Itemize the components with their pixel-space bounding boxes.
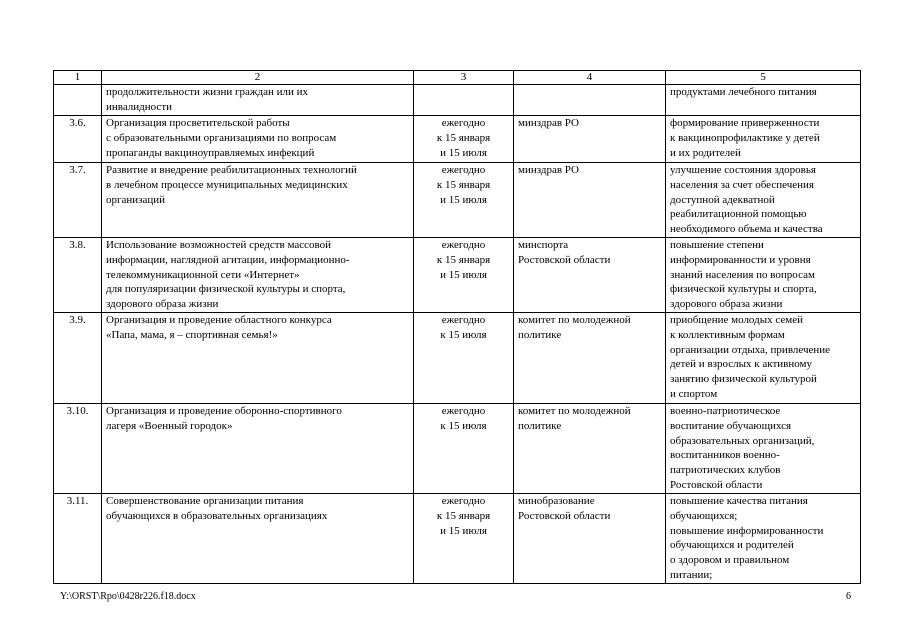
cell-deadline (414, 85, 514, 116)
cell-number (54, 85, 102, 116)
cell-activity: Организация и проведение областного конкурса «Папа, мама, я – спортивная семья!» (102, 313, 414, 404)
header-col-5: 5 (666, 71, 861, 85)
cell-deadline: ежегодно к 15 января и 15 июля (414, 494, 514, 584)
page-number: 6 (846, 591, 851, 602)
header-col-4: 4 (514, 71, 666, 85)
table-header-row (54, 71, 861, 85)
cell-deadline: ежегодно к 15 июля (414, 313, 514, 404)
footer-file-path: Y:\ORST\Rpo\0428r226.f18.docx (60, 591, 196, 602)
cell-number: 3.9. (54, 313, 102, 404)
cell-executor: минздрав РО (514, 163, 666, 238)
cell-executor: минобразование Ростовской области (514, 494, 666, 584)
table-row (54, 313, 861, 404)
header-col-3: 3 (414, 71, 514, 85)
cell-number: 3.10. (54, 404, 102, 494)
table-row (54, 404, 861, 494)
header-col-2: 2 (102, 71, 414, 85)
cell-deadline: ежегодно к 15 января и 15 июля (414, 116, 514, 163)
cell-activity: Совершенствование организации питания обучающихся в образовательных организациях (102, 494, 414, 584)
cell-result: военно-патриотическое воспитание обучающихся образовательных организаций, воспитанников военно- патриотических клубов Ростовской области (666, 404, 861, 494)
cell-result: формирование приверженности к вакцинопрофилактике у детей и их родителей (666, 116, 861, 163)
cell-deadline: ежегодно к 15 января и 15 июля (414, 238, 514, 313)
cell-activity: Организация и проведение оборонно-спортивного лагеря «Военный городок» (102, 404, 414, 494)
cell-number: 3.6. (54, 116, 102, 163)
cell-result: повышение качества питания обучающихся; повышение информированности обучающихся и родителей о здоровом и правильном питании; (666, 494, 861, 584)
cell-result: повышение степени информированности и уровня знаний населения по вопросам физической культуры и спорта, здорового образа жизни (666, 238, 861, 313)
header-col-1: 1 (54, 71, 102, 85)
cell-executor (514, 85, 666, 116)
cell-activity: продолжительности жизни граждан или их инвалидности (102, 85, 414, 116)
measures-table (53, 70, 861, 584)
cell-number: 3.8. (54, 238, 102, 313)
cell-activity: Использование возможностей средств массовой информации, наглядной агитации, информационно- телекоммуникационной сети «Интернет» для популяризации физической культуры и спорта, здорового образа жизни (102, 238, 414, 313)
cell-result: улучшение состояния здоровья населения за счет обеспечения доступной адекватной реабилитационной помощью необходимого объема и качества (666, 163, 861, 238)
cell-executor: комитет по молодежной политике (514, 404, 666, 494)
table-row (54, 494, 861, 584)
cell-result: продуктами лечебного питания (666, 85, 861, 116)
table-row (54, 116, 861, 163)
cell-executor: комитет по молодежной политике (514, 313, 666, 404)
cell-deadline: ежегодно к 15 января и 15 июля (414, 163, 514, 238)
cell-number: 3.7. (54, 163, 102, 238)
cell-executor: минздрав РО (514, 116, 666, 163)
cell-result: приобщение молодых семей к коллективным формам организации отдыха, привлечение детей и взрослых к активному занятию физической культурой и спортом (666, 313, 861, 404)
cell-activity: Развитие и внедрение реабилитационных технологий в лечебном процессе муниципальных медицинских организаций (102, 163, 414, 238)
table-row (54, 163, 861, 238)
cell-number: 3.11. (54, 494, 102, 584)
cell-deadline: ежегодно к 15 июля (414, 404, 514, 494)
cell-activity: Организация просветительской работы с образовательными организациями по вопросам пропаганды вакциноуправляемых инфекций (102, 116, 414, 163)
table-row (54, 238, 861, 313)
cell-executor: минспорта Ростовской области (514, 238, 666, 313)
table-row-continuation (54, 85, 861, 116)
